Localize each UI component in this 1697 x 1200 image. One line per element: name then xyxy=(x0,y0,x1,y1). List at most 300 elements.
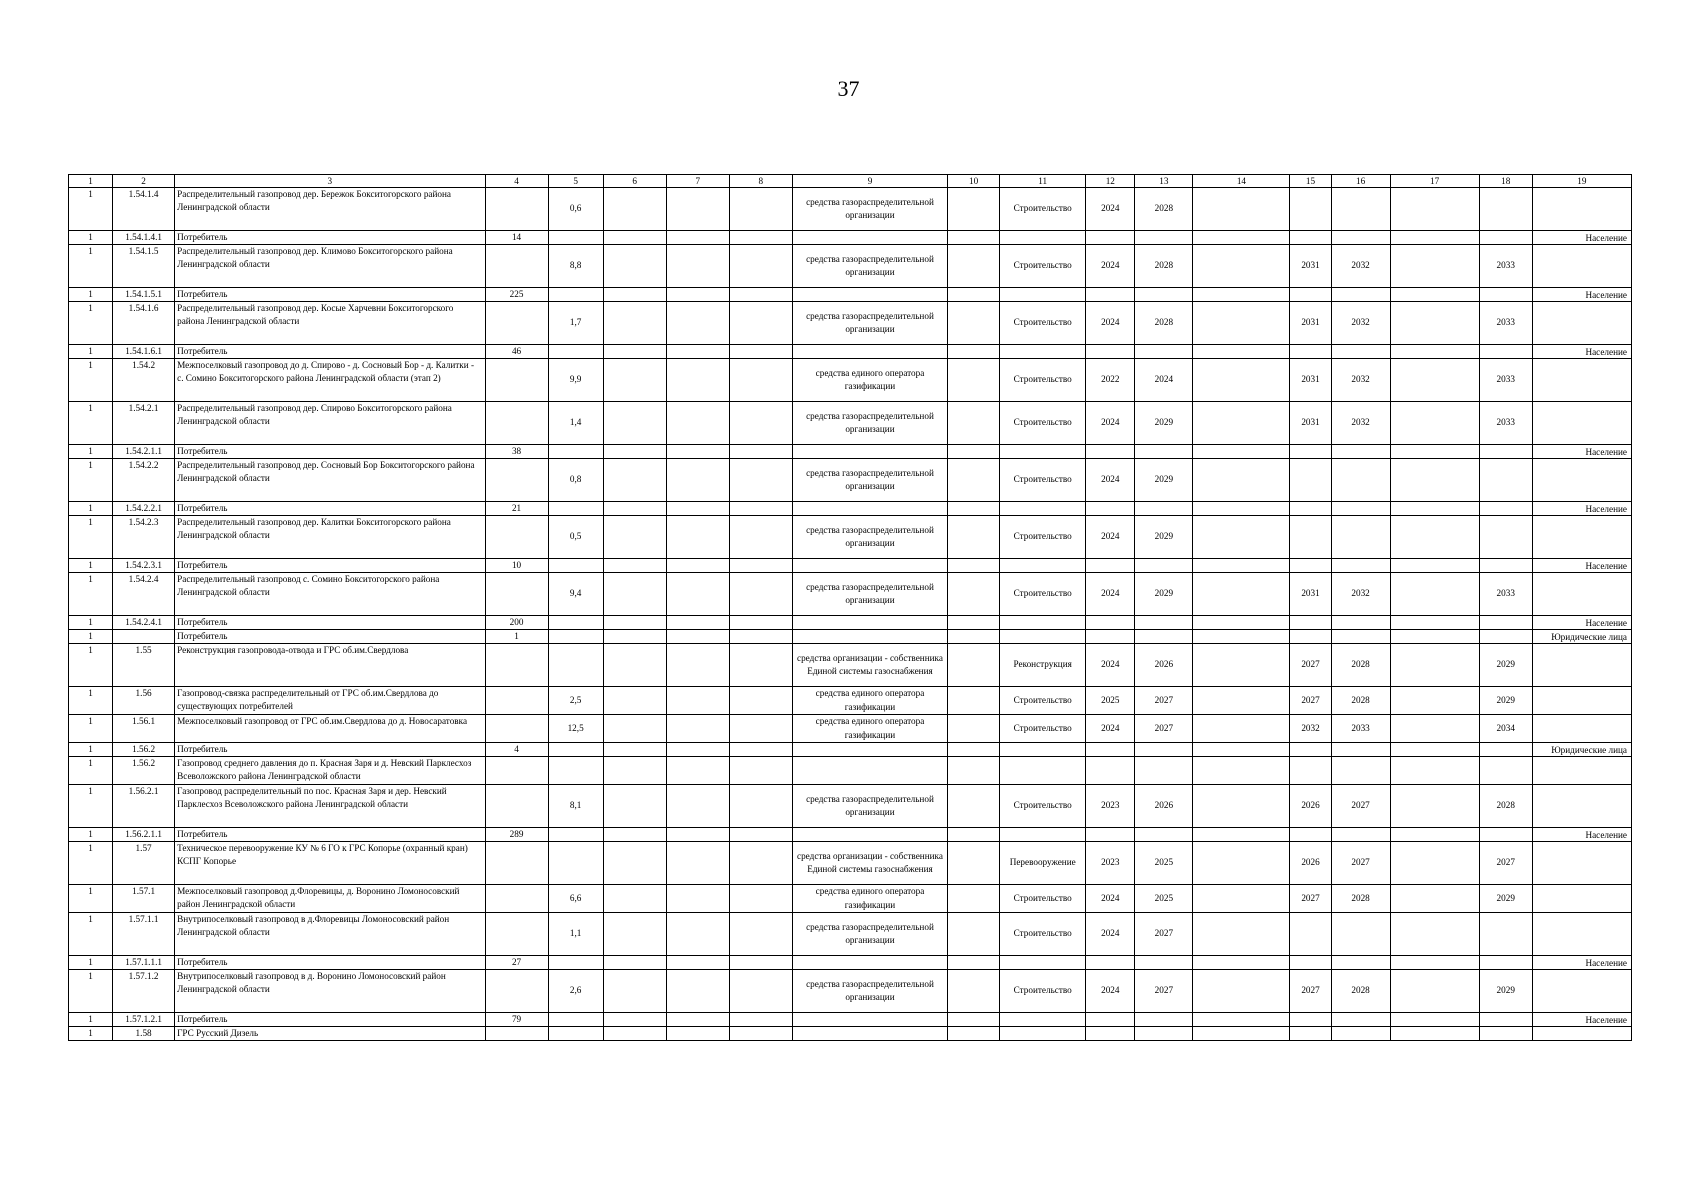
table-cell xyxy=(1532,573,1631,616)
table-cell xyxy=(1000,1027,1086,1041)
table-cell xyxy=(1193,616,1290,630)
table-cell xyxy=(1290,630,1331,644)
table-cell xyxy=(1000,1013,1086,1027)
table-cell xyxy=(603,345,666,359)
table-cell xyxy=(603,956,666,970)
table-cell xyxy=(1135,956,1193,970)
table-cell xyxy=(1086,956,1135,970)
table-cell: 1 xyxy=(69,828,113,842)
table-cell xyxy=(1331,345,1390,359)
table-cell xyxy=(1479,345,1532,359)
table-cell xyxy=(1193,516,1290,559)
table-cell: Потребитель xyxy=(175,956,485,970)
table-row xyxy=(69,913,1632,956)
table-cell xyxy=(1479,288,1532,302)
table-cell xyxy=(666,559,729,573)
table-cell xyxy=(603,785,666,828)
table-cell: 1 xyxy=(69,359,113,402)
table-cell: 2023 xyxy=(1086,785,1135,828)
table-cell: Юридические лица xyxy=(1532,743,1631,757)
table-cell: 2033 xyxy=(1331,715,1390,743)
table-cell xyxy=(948,188,1000,231)
table-cell xyxy=(1390,715,1479,743)
table-cell xyxy=(729,913,792,956)
table-cell xyxy=(548,644,603,687)
table-cell xyxy=(1193,715,1290,743)
table-cell: Внутрипоселковый газопровод в д. Воронино Ломоносовский район Ленинградской области xyxy=(175,970,485,1013)
table-cell xyxy=(948,345,1000,359)
table-cell xyxy=(603,687,666,715)
table-cell: Строительство xyxy=(1000,687,1086,715)
table-row xyxy=(69,1027,1632,1041)
table-cell xyxy=(1193,502,1290,516)
data-table xyxy=(68,174,1632,1041)
table-cell: 1.57.1.2.1 xyxy=(113,1013,175,1027)
table-cell xyxy=(1479,559,1532,573)
table-cell xyxy=(485,1027,548,1041)
table-row xyxy=(69,630,1632,644)
table-cell: 1 xyxy=(69,616,113,630)
table-cell xyxy=(729,956,792,970)
table-cell: Распределительный газопровод дер. Бережок Бокситогорского района Ленинградской области xyxy=(175,188,485,231)
table-cell xyxy=(666,288,729,302)
table-row xyxy=(69,743,1632,757)
table-cell xyxy=(948,245,1000,288)
table-cell: 2028 xyxy=(1331,644,1390,687)
table-cell: 200 xyxy=(485,616,548,630)
table-cell xyxy=(1086,231,1135,245)
table-cell: 1.54.2.3.1 xyxy=(113,559,175,573)
table-cell xyxy=(1193,245,1290,288)
table-cell xyxy=(1135,288,1193,302)
table-cell xyxy=(548,502,603,516)
table-cell xyxy=(1532,302,1631,345)
table-cell xyxy=(603,573,666,616)
table-cell: Газопровод распределительный по пос. Красная Заря и дер. Невский Парклесхоз Всеволожского района Ленинградской области xyxy=(175,785,485,828)
table-cell: 0,5 xyxy=(548,516,603,559)
column-header: 16 xyxy=(1331,175,1390,188)
table-cell xyxy=(948,616,1000,630)
table-cell xyxy=(1135,616,1193,630)
table-cell xyxy=(603,288,666,302)
table-cell xyxy=(948,842,1000,885)
table-cell xyxy=(666,1013,729,1027)
table-cell xyxy=(729,573,792,616)
table-cell: 1.57 xyxy=(113,842,175,885)
table-cell xyxy=(603,188,666,231)
table-cell xyxy=(1479,445,1532,459)
table-cell xyxy=(548,231,603,245)
table-row xyxy=(69,245,1632,288)
column-header: 4 xyxy=(485,175,548,188)
table-cell xyxy=(603,644,666,687)
table-cell: 2032 xyxy=(1331,573,1390,616)
table-cell: 2024 xyxy=(1086,573,1135,616)
table-cell: 1 xyxy=(69,913,113,956)
table-cell xyxy=(1086,1013,1135,1027)
table-cell: 1.54.1.5.1 xyxy=(113,288,175,302)
table-cell xyxy=(1193,743,1290,757)
table-cell xyxy=(729,630,792,644)
table-cell xyxy=(485,687,548,715)
table-cell xyxy=(603,1027,666,1041)
table-cell xyxy=(1390,616,1479,630)
table-cell xyxy=(1193,188,1290,231)
table-cell xyxy=(1086,559,1135,573)
table-cell: 2028 xyxy=(1479,785,1532,828)
table-cell xyxy=(948,644,1000,687)
table-cell xyxy=(1135,559,1193,573)
table-cell xyxy=(729,188,792,231)
table-cell: 2027 xyxy=(1135,913,1193,956)
table-cell xyxy=(729,970,792,1013)
table-cell xyxy=(1390,1013,1479,1027)
table-cell: 2033 xyxy=(1479,245,1532,288)
table-cell: 6,6 xyxy=(548,885,603,913)
table-cell xyxy=(1390,644,1479,687)
table-cell xyxy=(1390,345,1479,359)
table-cell: 2024 xyxy=(1086,459,1135,502)
table-cell xyxy=(1193,359,1290,402)
table-cell: Население xyxy=(1532,231,1631,245)
table-row xyxy=(69,757,1632,785)
table-cell: Строительство xyxy=(1000,573,1086,616)
table-cell xyxy=(948,715,1000,743)
table-cell: 1 xyxy=(69,1027,113,1041)
table-cell xyxy=(1390,359,1479,402)
table-cell: 2029 xyxy=(1479,644,1532,687)
table-cell xyxy=(1331,459,1390,502)
table-cell xyxy=(485,842,548,885)
table-row xyxy=(69,516,1632,559)
table-cell: 9,4 xyxy=(548,573,603,616)
table-cell: средства газораспределительной организации xyxy=(792,785,947,828)
table-cell: Строительство xyxy=(1000,188,1086,231)
table-cell xyxy=(1086,743,1135,757)
table-cell: средства единого оператора газификации xyxy=(792,715,947,743)
table-cell: Население xyxy=(1532,956,1631,970)
table-cell xyxy=(666,459,729,502)
table-cell xyxy=(1193,1027,1290,1041)
table-cell: 38 xyxy=(485,445,548,459)
table-cell xyxy=(1532,1027,1631,1041)
table-cell xyxy=(666,785,729,828)
table-cell xyxy=(1390,302,1479,345)
column-header: 17 xyxy=(1390,175,1479,188)
table-cell xyxy=(485,644,548,687)
table-cell: Строительство xyxy=(1000,885,1086,913)
table-cell xyxy=(1290,757,1331,785)
table-cell xyxy=(1193,459,1290,502)
table-cell xyxy=(729,1013,792,1027)
table-cell: Распределительный газопровод дер. Косые Харчевни Бокситогорского района Ленинградской области xyxy=(175,302,485,345)
table-cell xyxy=(948,459,1000,502)
table-cell xyxy=(1479,828,1532,842)
table-cell: 1.57.1 xyxy=(113,885,175,913)
table-cell: 2026 xyxy=(1290,842,1331,885)
table-cell: 2024 xyxy=(1086,516,1135,559)
table-cell xyxy=(1479,956,1532,970)
table-cell xyxy=(1532,644,1631,687)
table-cell: 2029 xyxy=(1479,885,1532,913)
table-cell xyxy=(603,757,666,785)
table-cell: 1,7 xyxy=(548,302,603,345)
table-cell xyxy=(948,502,1000,516)
table-cell xyxy=(666,956,729,970)
table-cell xyxy=(1193,302,1290,345)
table-cell xyxy=(1390,288,1479,302)
table-cell xyxy=(485,913,548,956)
table-cell: средства организации - собственника Единой системы газоснабжения xyxy=(792,842,947,885)
table-cell xyxy=(1331,956,1390,970)
header-row xyxy=(69,175,1632,188)
table-cell xyxy=(603,302,666,345)
table-cell xyxy=(603,231,666,245)
table-cell xyxy=(729,502,792,516)
table-cell: Потребитель xyxy=(175,616,485,630)
table-cell: 2027 xyxy=(1331,785,1390,828)
table-cell: 4 xyxy=(485,743,548,757)
table-cell xyxy=(603,445,666,459)
table-cell: 1 xyxy=(69,644,113,687)
table-cell: 14 xyxy=(485,231,548,245)
table-cell xyxy=(792,502,947,516)
table-cell xyxy=(729,559,792,573)
table-cell xyxy=(1000,630,1086,644)
table-cell xyxy=(1390,828,1479,842)
table-cell xyxy=(548,1027,603,1041)
table-cell: 2026 xyxy=(1290,785,1331,828)
table-cell xyxy=(1193,630,1290,644)
table-cell xyxy=(548,828,603,842)
table-cell xyxy=(1532,245,1631,288)
table-cell xyxy=(948,302,1000,345)
table-cell xyxy=(485,459,548,502)
table-cell: Реконструкция газопровода-отвода и ГРС об.им.Свердлова xyxy=(175,644,485,687)
table-cell: 1.56.2 xyxy=(113,743,175,757)
table-cell xyxy=(1532,885,1631,913)
table-cell xyxy=(1290,345,1331,359)
table-cell xyxy=(1390,245,1479,288)
table-cell: средства газораспределительной организации xyxy=(792,402,947,445)
table-cell: 1 xyxy=(69,715,113,743)
table-cell: Население xyxy=(1532,288,1631,302)
table-cell: 1 xyxy=(69,743,113,757)
table-cell xyxy=(729,245,792,288)
column-header: 3 xyxy=(175,175,485,188)
table-cell: 2024 xyxy=(1086,188,1135,231)
table-cell xyxy=(1086,828,1135,842)
column-header: 9 xyxy=(792,175,947,188)
column-header: 8 xyxy=(729,175,792,188)
table-cell xyxy=(1000,445,1086,459)
table-row xyxy=(69,288,1632,302)
table-cell: Население xyxy=(1532,828,1631,842)
table-cell xyxy=(1290,1013,1331,1027)
table-cell: 1.54.1.4.1 xyxy=(113,231,175,245)
table-cell: 1.57.1.2 xyxy=(113,970,175,1013)
table-cell xyxy=(1390,913,1479,956)
table-row xyxy=(69,502,1632,516)
column-header: 12 xyxy=(1086,175,1135,188)
table-row xyxy=(69,956,1632,970)
table-cell xyxy=(1000,559,1086,573)
table-cell xyxy=(548,1013,603,1027)
table-cell xyxy=(1290,445,1331,459)
table-cell xyxy=(792,828,947,842)
table-cell xyxy=(1390,445,1479,459)
table-cell: 2029 xyxy=(1479,687,1532,715)
table-cell: 1.54.2.2 xyxy=(113,459,175,502)
table-cell: 2,5 xyxy=(548,687,603,715)
table-cell xyxy=(1193,913,1290,956)
table-cell xyxy=(485,359,548,402)
table-cell: 9,9 xyxy=(548,359,603,402)
table-cell: 2031 xyxy=(1290,573,1331,616)
table-cell: 1 xyxy=(69,785,113,828)
table-cell xyxy=(1135,1013,1193,1027)
table-cell xyxy=(948,231,1000,245)
table-cell xyxy=(666,573,729,616)
table-cell: 2024 xyxy=(1086,970,1135,1013)
table-cell: 1 xyxy=(69,885,113,913)
table-cell xyxy=(1086,502,1135,516)
table-cell xyxy=(666,828,729,842)
table-cell xyxy=(548,757,603,785)
table-cell: Реконструкция xyxy=(1000,644,1086,687)
table-cell xyxy=(1290,516,1331,559)
table-cell xyxy=(1532,459,1631,502)
table-cell: Распределительный газопровод дер. Сосновый Бор Бокситогорского района Ленинградской области xyxy=(175,459,485,502)
table-cell: Строительство xyxy=(1000,459,1086,502)
table-cell xyxy=(1193,445,1290,459)
table-cell xyxy=(1135,1027,1193,1041)
table-cell xyxy=(948,785,1000,828)
table-cell xyxy=(485,188,548,231)
table-cell: Потребитель xyxy=(175,288,485,302)
table-cell xyxy=(603,616,666,630)
table-cell xyxy=(666,502,729,516)
table-cell xyxy=(603,970,666,1013)
table-cell: 46 xyxy=(485,345,548,359)
table-cell xyxy=(1135,231,1193,245)
table-cell: 1.57.1.1.1 xyxy=(113,956,175,970)
table-cell xyxy=(666,1027,729,1041)
table-cell: Межпоселковый газопровод от ГРС об.им.Свердлова до д. Новосаратовка xyxy=(175,715,485,743)
table-cell xyxy=(1193,842,1290,885)
table-cell xyxy=(729,616,792,630)
table-cell xyxy=(1331,231,1390,245)
table-cell xyxy=(1532,757,1631,785)
table-row xyxy=(69,559,1632,573)
table-cell: 1.56 xyxy=(113,687,175,715)
table-cell xyxy=(1086,1027,1135,1041)
table-cell xyxy=(1193,231,1290,245)
table-cell: Распределительный газопровод с. Сомино Бокситогорского района Ленинградской области xyxy=(175,573,485,616)
table-cell xyxy=(666,245,729,288)
table-cell: 1 xyxy=(69,687,113,715)
table-cell xyxy=(1135,743,1193,757)
table-cell: Газопровод-связка распределительный от ГРС об.им.Свердлова до существующих потребителей xyxy=(175,687,485,715)
table-cell xyxy=(1000,757,1086,785)
table-cell xyxy=(1135,502,1193,516)
table-cell xyxy=(1193,885,1290,913)
table-cell: Строительство xyxy=(1000,402,1086,445)
table-cell: Потребитель xyxy=(175,630,485,644)
table-cell: 1 xyxy=(69,842,113,885)
table-cell xyxy=(729,885,792,913)
table-cell: 1.54.2.4 xyxy=(113,573,175,616)
table-cell xyxy=(666,345,729,359)
table-cell: 1 xyxy=(69,1013,113,1027)
table-cell: 1.54.1.4 xyxy=(113,188,175,231)
table-cell: 0,8 xyxy=(548,459,603,502)
table-cell xyxy=(603,359,666,402)
table-cell: средства газораспределительной организации xyxy=(792,188,947,231)
table-cell xyxy=(1331,828,1390,842)
table-cell xyxy=(1390,573,1479,616)
table-cell xyxy=(485,516,548,559)
table-row xyxy=(69,445,1632,459)
table-cell xyxy=(948,885,1000,913)
table-cell: 2032 xyxy=(1290,715,1331,743)
table-cell: Строительство xyxy=(1000,302,1086,345)
table-cell: 2032 xyxy=(1331,402,1390,445)
table-cell xyxy=(729,288,792,302)
table-cell xyxy=(548,345,603,359)
table-cell xyxy=(1331,743,1390,757)
table-cell: Потребитель xyxy=(175,743,485,757)
table-cell: 1 xyxy=(69,970,113,1013)
table-cell xyxy=(1193,1013,1290,1027)
table-cell xyxy=(948,402,1000,445)
table-cell xyxy=(485,970,548,1013)
table-cell xyxy=(1479,1013,1532,1027)
table-cell: 1 xyxy=(69,559,113,573)
table-cell xyxy=(729,828,792,842)
table-cell xyxy=(1331,757,1390,785)
table-cell: 2027 xyxy=(1290,687,1331,715)
table-row xyxy=(69,828,1632,842)
table-cell xyxy=(948,956,1000,970)
table-cell xyxy=(666,970,729,1013)
table-cell: 1.56.2.1.1 xyxy=(113,828,175,842)
table-cell xyxy=(1479,743,1532,757)
table-cell xyxy=(729,1027,792,1041)
table-row xyxy=(69,785,1632,828)
table-cell: 2028 xyxy=(1331,885,1390,913)
table-cell xyxy=(1331,188,1390,231)
table-cell: 225 xyxy=(485,288,548,302)
table-cell xyxy=(1290,956,1331,970)
table-cell: 2033 xyxy=(1479,302,1532,345)
table-cell xyxy=(1331,445,1390,459)
table-cell: Население xyxy=(1532,502,1631,516)
table-cell xyxy=(729,445,792,459)
table-cell xyxy=(1390,188,1479,231)
table-cell: 2033 xyxy=(1479,402,1532,445)
table-cell xyxy=(1000,743,1086,757)
table-cell: Межпоселковый газопровод до д. Спирово - д. Сосновый Бор - д. Калитки - с. Сомино Бокситогорского района Ленинградской области (этап 2) xyxy=(175,359,485,402)
table-cell: Юридические лица xyxy=(1532,630,1631,644)
table-cell xyxy=(1290,1027,1331,1041)
table-cell xyxy=(603,459,666,502)
table-row xyxy=(69,402,1632,445)
table-cell xyxy=(729,516,792,559)
table-cell: 2031 xyxy=(1290,402,1331,445)
table-cell xyxy=(1000,502,1086,516)
table-cell: 1 xyxy=(69,573,113,616)
